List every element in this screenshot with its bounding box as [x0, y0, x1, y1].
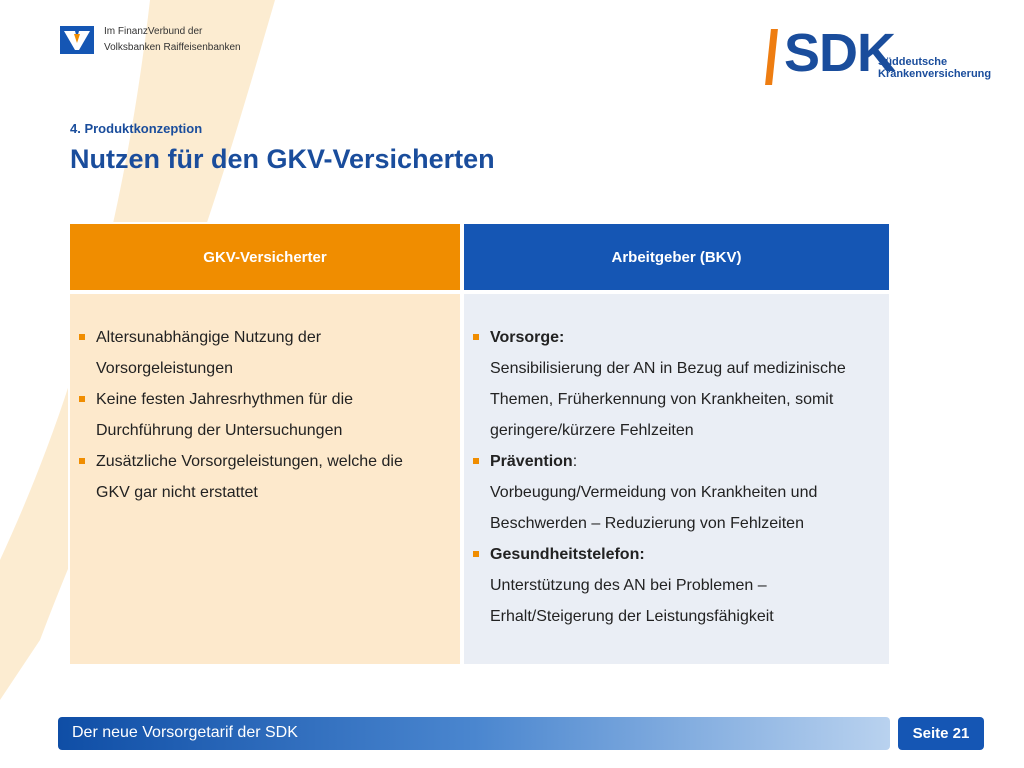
list-item-text: Unterstützung des AN bei Problemen – Erhalt/Steigerung der Leistungsfähigkeit	[490, 577, 774, 625]
footer-text: Der neue Vorsorgetarif der SDK	[72, 724, 298, 741]
bullet-square-icon	[473, 551, 479, 557]
list-item-text: Sensibilisierung der AN in Bezug auf medizinische Themen, Früherkennung von Krankheiten, somit geringere/kürzere Fehlzeiten	[490, 360, 846, 439]
list-item-text: Altersunabhängige Nutzung der Vorsorgeleistungen	[96, 329, 322, 377]
list-item	[470, 322, 870, 446]
list-item	[76, 446, 416, 508]
bullet-square-icon	[473, 458, 479, 464]
volksbank-logo-icon	[60, 26, 94, 54]
list-item	[76, 322, 416, 384]
list-item	[76, 384, 416, 446]
comparison-table	[68, 222, 891, 666]
right-column-body	[462, 292, 891, 666]
left-column-body	[68, 292, 462, 666]
list-item-text: Vorbeugung/Vermeidung von Krankheiten und Beschwerden – Reduzierung von Fehlzeiten	[490, 484, 818, 532]
bank-line-1: Im FinanzVerbund der	[104, 26, 203, 37]
list-item-heading: Vorsorge:	[490, 329, 565, 346]
list-item	[470, 446, 870, 539]
list-item-heading: Prävention	[490, 453, 573, 470]
bullet-square-icon	[473, 334, 479, 340]
bullet-square-icon	[79, 334, 85, 340]
list-item	[470, 539, 870, 632]
bank-affiliation	[104, 24, 241, 56]
list-item-text: Keine festen Jahresrhythmen für die Durchführung der Untersuchungen	[96, 391, 354, 439]
bank-line-2: Volksbanken Raiffeisenbanken	[104, 42, 241, 53]
sdk-sub-line-1: Süddeutsche	[878, 56, 948, 68]
list-item-text: Zusätzliche Vorsorgeleistungen, welche die GKV gar nicht erstattet	[96, 453, 403, 501]
sdk-logo-subtitle	[878, 56, 991, 80]
section-label: 4. Produktkonzeption	[70, 121, 203, 136]
sdk-logo-word: SDK	[784, 23, 896, 83]
sdk-sub-line-2: Krankenversicherung	[878, 68, 992, 80]
right-column-header: Arbeitgeber (BKV)	[462, 222, 891, 292]
left-column-header: GKV-Versicherter	[68, 222, 462, 292]
list-item-colon: :	[572, 453, 578, 470]
bullet-square-icon	[79, 458, 85, 464]
page-title: Nutzen für den GKV-Versicherten	[70, 144, 495, 174]
sdk-logo	[768, 23, 992, 90]
bullet-square-icon	[79, 396, 85, 402]
list-item-heading: Gesundheitstelefon:	[490, 546, 645, 563]
page-number: Seite 21	[898, 717, 984, 750]
